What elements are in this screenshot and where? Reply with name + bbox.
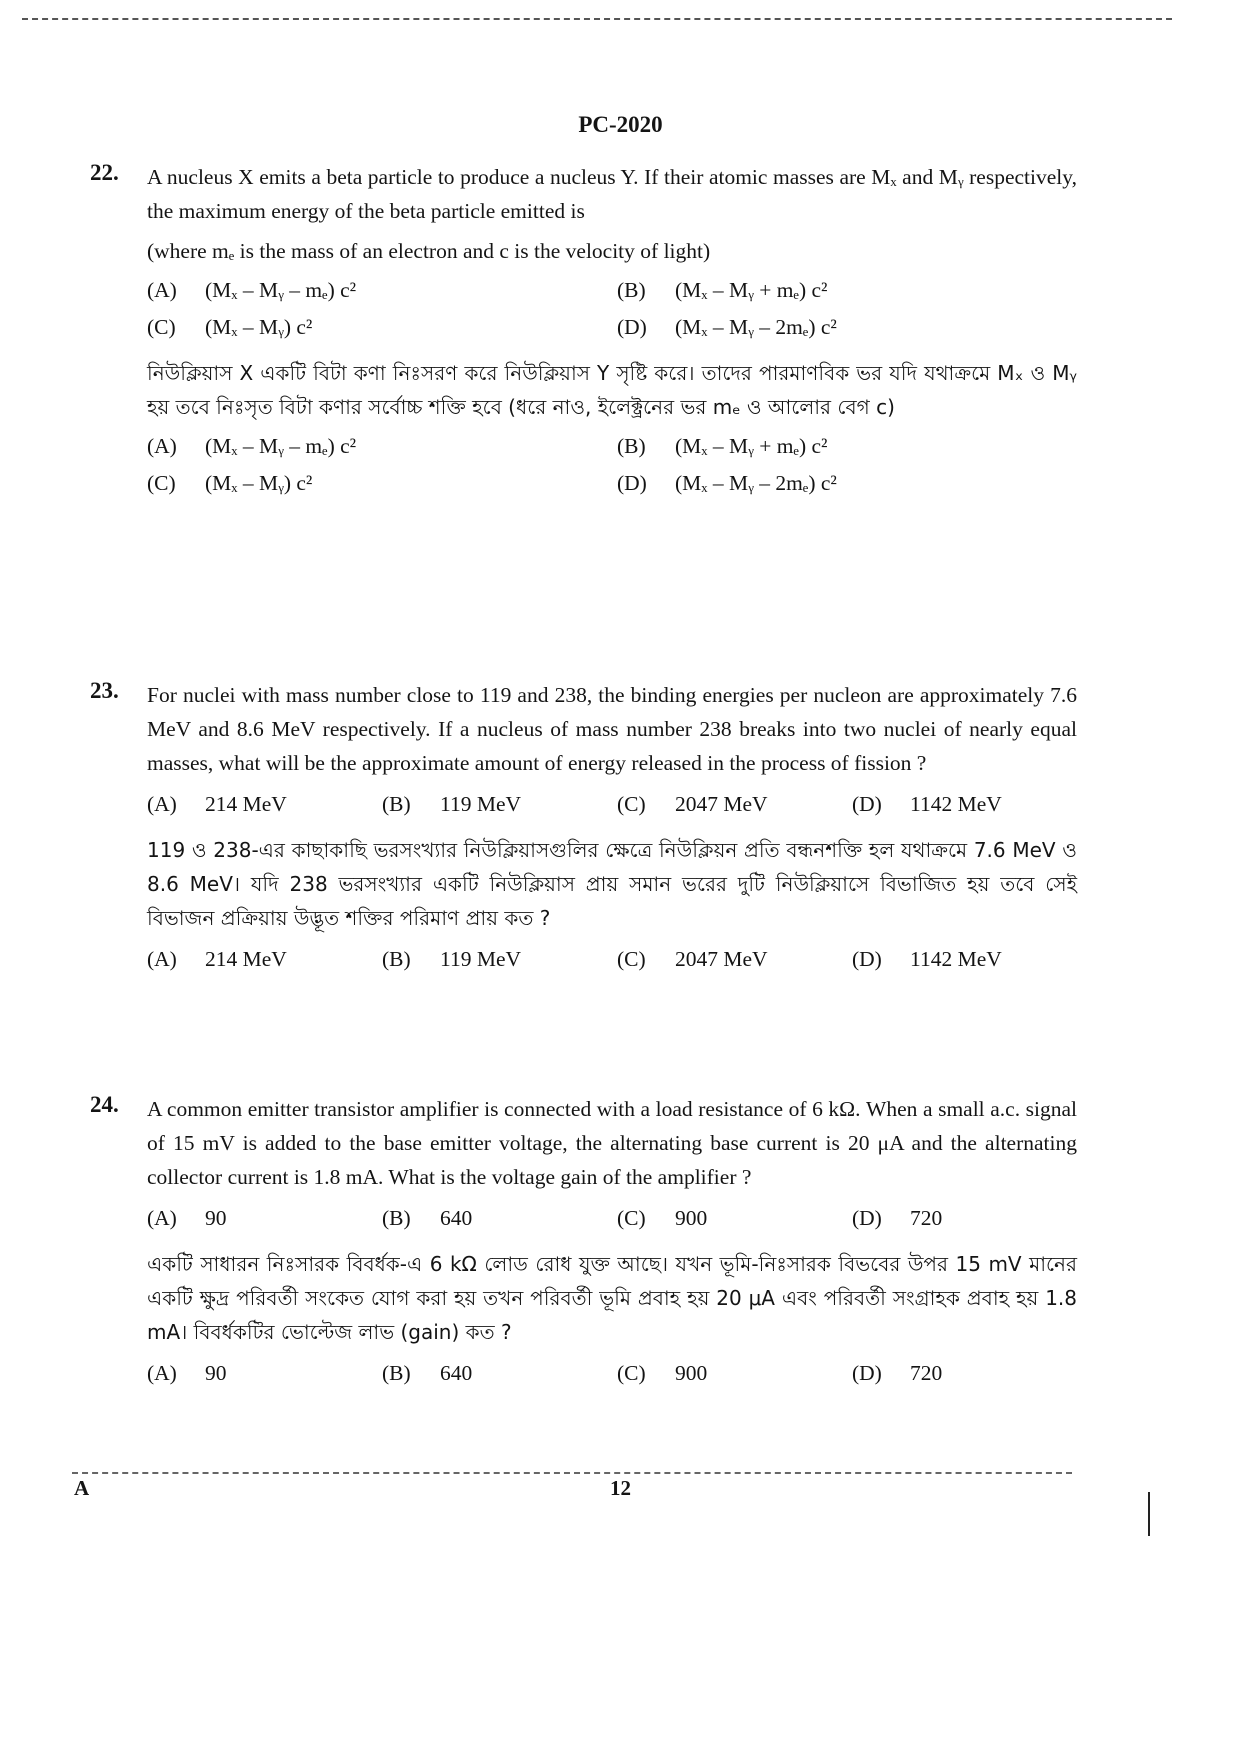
question-number: 24.: [90, 1092, 119, 1117]
option-a: (A) 214 MeV: [147, 947, 287, 971]
option-b: (B) 119 MeV: [382, 947, 522, 971]
option-c: (C) 2047 MeV: [617, 792, 768, 816]
question-number: 22.: [90, 160, 119, 185]
option-d: (D) (Mₓ – Mᵧ – 2mₑ) c²: [617, 315, 837, 339]
option-d: (D) (Mₓ – Mᵧ – 2mₑ) c²: [617, 471, 837, 495]
options-bengali: [147, 947, 1077, 972]
bottom-dashed-rule: [72, 1472, 1072, 1474]
question-text-bengali: 119 ও 238-এর কাছাকাছি ভরসংখ্যার নিউক্লিয়াসগুলির ক্ষেত্রে নিউক্লিয়ন প্রতি বন্ধনশক্তি হল যথাক্রমে 7.6 MeV ও 8.6 MeV। যদি 238 ভরসংখ্যার একটি নিউক্লিয়াস প্রায় সমান ভরের দুটি নিউক্লিয়াসে বিভাজিত হয় তবে সেই বিভাজন প্রক্রিয়ায় উদ্ভূত শক্তির পরিমাণ প্রায় কত ?: [147, 838, 1077, 930]
page-number: 12: [610, 1476, 631, 1500]
option-c: (C) 900: [617, 1361, 708, 1385]
question-text-bengali: একটি সাধারন নিঃসারক বিবর্ধক-এ 6 kΩ লোড রোধ যুক্ত আছে। যখন ভূমি-নিঃসারক বিভবের উপর 15 mV মানের একটি ক্ষুদ্র পরিবর্তী সংকেত যোগ করা হয় তখন পরিবর্তী ভূমি প্রবাহ হয় 20 μA এবং পরিবর্তী সংগ্রাহক প্রবাহ হয় 1.8 mA। বিবর্ধকটির ভোল্টেজ লাভ (gain) কত ?: [147, 1252, 1077, 1344]
option-b: (B) 640: [382, 1206, 473, 1230]
question-note-english: (where mₑ is the mass of an electron and c is the velocity of light): [147, 239, 711, 263]
option-c: (C) 2047 MeV: [617, 947, 768, 971]
option-c: (C) (Mₓ – Mᵧ) c²: [147, 471, 313, 495]
option-a: (A) (Mₓ – Mᵧ – mₑ) c²: [147, 278, 357, 302]
question-text-english: For nuclei with mass number close to 119 and 238, the binding energies per nucleon are approximately 7.6 MeV and 8.6 MeV respectively. If a nucleus of mass number 238 breaks into two nuclei of nearly equal masses, what will be the approximate amount of energy released in the process of fission ?: [147, 683, 1077, 775]
option-a: (A) 90: [147, 1361, 227, 1385]
question-text-english: A common emitter transistor amplifier is connected with a load resistance of 6 kΩ. When a small a.c. signal of 15 mV is added to the base emitter voltage, the alternating base current is 20 μA and the alternating collector current is 1.8 mA. What is the voltage gain of the amplifier ?: [147, 1097, 1077, 1189]
options-bengali: [147, 434, 1077, 496]
option-b: (B) (Mₓ – Mᵧ + mₑ) c²: [617, 434, 828, 458]
options-english: [147, 792, 1077, 817]
option-a: (A) 90: [147, 1206, 227, 1230]
question-body: [147, 1092, 1077, 1386]
question-body: [147, 678, 1077, 972]
options-bengali: [147, 1361, 1077, 1386]
paper-code: PC-2020: [578, 112, 663, 137]
option-d: (D) 720: [852, 1206, 943, 1230]
options-english: [147, 278, 1077, 340]
option-c: (C) 900: [617, 1206, 708, 1230]
option-a: (A) (Mₓ – Mᵧ – mₑ) c²: [147, 434, 357, 458]
set-code: A: [74, 1476, 90, 1500]
option-a: (A) 214 MeV: [147, 792, 287, 816]
question-text-english: A nucleus X emits a beta particle to produce a nucleus Y. If their atomic masses are Mₓ and Mᵧ respectively, the maximum energy of the beta particle emitted is: [147, 165, 1077, 223]
option-d: (D) 1142 MeV: [852, 792, 1002, 816]
option-d: (D) 720: [852, 1361, 943, 1385]
question-number: 23.: [90, 678, 119, 703]
top-dashed-rule: [22, 18, 1172, 20]
option-b: (B) 640: [382, 1361, 473, 1385]
margin-mark: [1148, 1492, 1150, 1536]
option-c: (C) (Mₓ – Mᵧ) c²: [147, 315, 313, 339]
question-text-bengali: নিউক্লিয়াস X একটি বিটা কণা নিঃসরণ করে নিউক্লিয়াস Y সৃষ্টি করে। তাদের পারমাণবিক ভর যদি যথাক্রমে Mₓ ও Mᵧ হয় তবে নিঃসৃত বিটা কণার সর্বোচ্চ শক্তি হবে (ধরে নাও, ইলেক্ট্রনের ভর mₑ ও আলোর বেগ c): [147, 361, 1077, 419]
options-english: [147, 1206, 1077, 1231]
option-b: (B) (Mₓ – Mᵧ + mₑ) c²: [617, 278, 828, 302]
option-d: (D) 1142 MeV: [852, 947, 1002, 971]
question-body: [147, 160, 1077, 496]
option-b: (B) 119 MeV: [382, 792, 522, 816]
